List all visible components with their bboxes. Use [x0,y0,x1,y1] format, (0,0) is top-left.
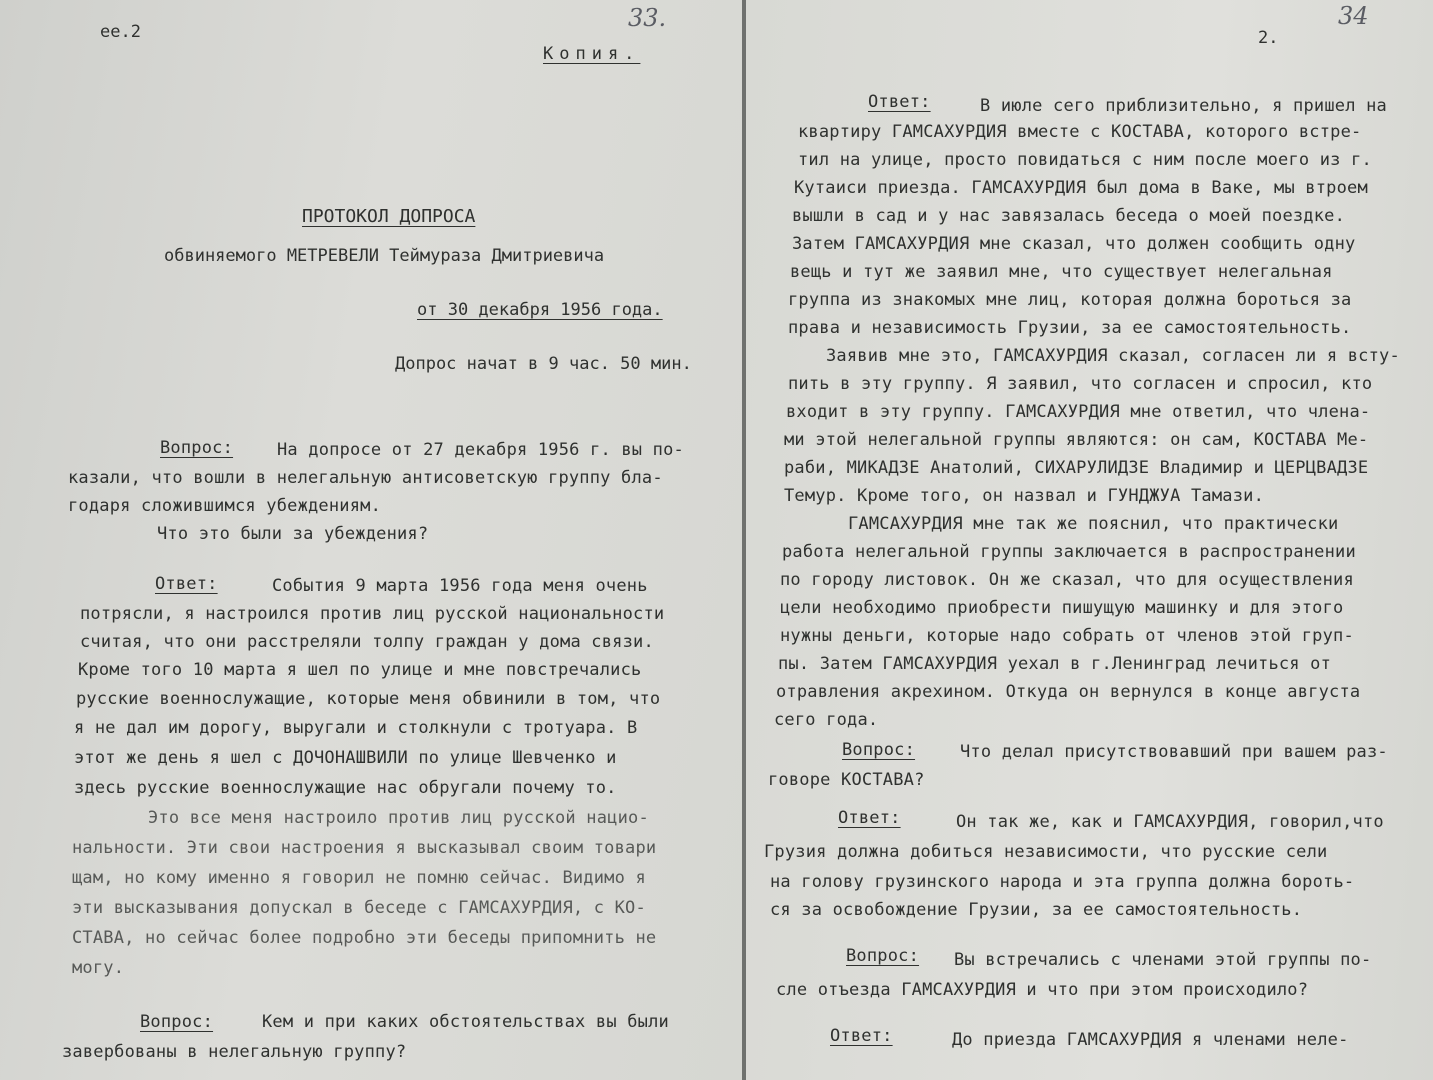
text-line: входит в эту группу. ГАМСАХУРДИЯ мне ответил, что члена- [786,402,1371,422]
text-line: ми этой нелегальной группы являются: он сам, КОСТАВА Ме- [784,430,1369,450]
text-line: События 9 марта 1956 года меня очень [272,576,648,596]
text-line: Это все меня настроило против лиц русской нацио- [148,808,649,828]
text-line: Кем и при каких обстоятельствах вы были [262,1012,669,1032]
question-label: Вопрос: [842,740,916,760]
text-line: считая, что они расстреляли толпу граждан у дома связи. [80,632,654,652]
text-line: эти высказывания допускал в беседе с ГАМСАХУРДИЯ, с КО- [72,898,646,918]
handwritten-page-number: 33. [628,4,667,32]
text-line: говоре КОСТАВА? [768,770,925,790]
text-line: Что делал присутствовавший при вашем раз- [960,742,1388,762]
text-line: пы. Затем ГАМСАХУРДИЯ уехал в г.Ленинград лечиться от [778,654,1332,674]
text-line: Темур. Кроме того, он назвал и ГУНДЖУА Тамази. [784,486,1265,506]
text-line: по городу листовок. Он же сказал, что для осуществления [780,570,1354,590]
text-line: Кроме того 10 марта я шел по улице и мне повстречались [78,660,642,680]
text-line: группа из знакомых мне лиц, которая должна бороться за [788,290,1352,310]
text-line: квартиру ГАМСАХУРДИЯ вместе с КОСТАВА, которого встре- [798,122,1362,142]
text-line: тил на улице, просто повидаться с ним после моего из г. [798,150,1372,170]
text-line: Заявив мне это, ГАМСАХУРДИЯ сказал, согласен ли я всту- [826,346,1400,366]
text-line: Что это были за убеждения? [157,524,429,544]
text-line: я не дал им дорогу, выругали и столкнули с тротуара. В [74,718,638,738]
handwritten-page-number: 34 [1338,2,1369,30]
text-line: Кутаиси приезда. ГАМСАХУРДИЯ был дома в Ваке, мы втроем [794,178,1368,198]
text-line: раби, МИКАДЗЕ Анатолий, СИХАРУЛИДЗЕ Владимир и ЦЕРЦВАДЗЕ [784,458,1369,478]
answer-label: Ответ: [830,1026,893,1046]
text-line: этот же день я шел с ДОЧОНАШВИЛИ по улице Шевченко и [74,748,617,768]
text-line: Вы встречались с членами этой группы по- [954,950,1372,970]
copy-label: Копия. [543,44,641,64]
text-line: Он так же, как и ГАМСАХУРДИЯ, говорил,что [956,812,1384,832]
answer-label: Ответ: [868,92,931,112]
text-line: СТАВА, но сейчас более подробно эти беседы припомнить не [72,928,657,948]
text-line: годаря сложившимся убеждениям. [68,496,382,516]
question-label: Вопрос: [140,1012,214,1032]
text-line: сего года. [774,710,879,730]
text-line: До приезда ГАМСАХУРДИЯ я членами неле- [952,1030,1349,1050]
interrogation-start-time: Допрос начат в 9 час. 50 мин. [395,354,692,374]
text-line: на голову грузинского народа и эта группа должна бороть- [770,872,1355,892]
protocol-title: ПРОТОКОЛ ДОПРОСА [302,206,476,227]
text-line: ся за освобождение Грузии, за ее самостоятельность. [770,900,1303,920]
page-number: 2. [1258,28,1279,48]
text-line: могу. [72,958,125,978]
text-line: вышли в сад и у нас завязалась беседа о моей поездке. [792,206,1346,226]
text-line: нальности. Эти свои настроения я высказывал своим товари [72,838,657,858]
text-line: В июле сего приблизительно, я пришел на [980,96,1387,116]
text-line: ГАМСАХУРДИЯ мне так же пояснил, что практически [848,514,1339,534]
right-page [746,0,1433,1080]
text-line: работа нелегальной группы заключается в распространении [782,542,1356,562]
text-line: сле отъезда ГАМСАХУРДИЯ и что при этом происходило? [776,980,1309,1000]
answer-label: Ответ: [838,808,901,828]
text-line: щам, но кому именно я говорил не помню сейчас. Видимо я [72,868,646,888]
text-line: здесь русские военнослужащие нас обругали почему то. [74,778,617,798]
document-reference: ее.2 [100,22,141,42]
text-line: отравления акрехином. Откуда он вернулся в конце августа [776,682,1361,702]
text-line: русские военнослужащие, которые меня обвинили в том, что [76,689,661,709]
text-line: потрясли, я настроился против лиц русской национальности [80,604,665,624]
text-line: нужны деньги, которые надо собрать от членов этой груп- [780,626,1354,646]
text-line: пить в эту группу. Я заявил, что согласен и спросил, кто [788,374,1373,394]
text-line: права и независимость Грузии, за ее самостоятельность. [788,318,1352,338]
question-label: Вопрос: [160,438,234,458]
protocol-subtitle: обвиняемого МЕТРЕВЕЛИ Теймураза Дмитриевича [164,246,605,266]
text-line: Затем ГАМСАХУРДИЯ мне сказал, что должен сообщить одну [792,234,1356,254]
text-line: казали, что вошли в нелегальную антисоветскую группу бла- [68,468,663,488]
text-line: Грузия должна добиться независимости, что русские сели [764,842,1328,862]
answer-label: Ответ: [155,574,218,594]
text-line: вещь и тут же заявил мне, что существует нелегальная [790,262,1333,282]
text-line: завербованы в нелегальную группу? [62,1042,407,1062]
question-label: Вопрос: [846,946,920,966]
text-line: цели необходимо приобрести пишущую машинку и для этого [780,598,1344,618]
protocol-date: от 30 декабря 1956 года. [417,300,663,320]
text-line: На допросе от 27 декабря 1956 г. вы по- [277,440,684,460]
